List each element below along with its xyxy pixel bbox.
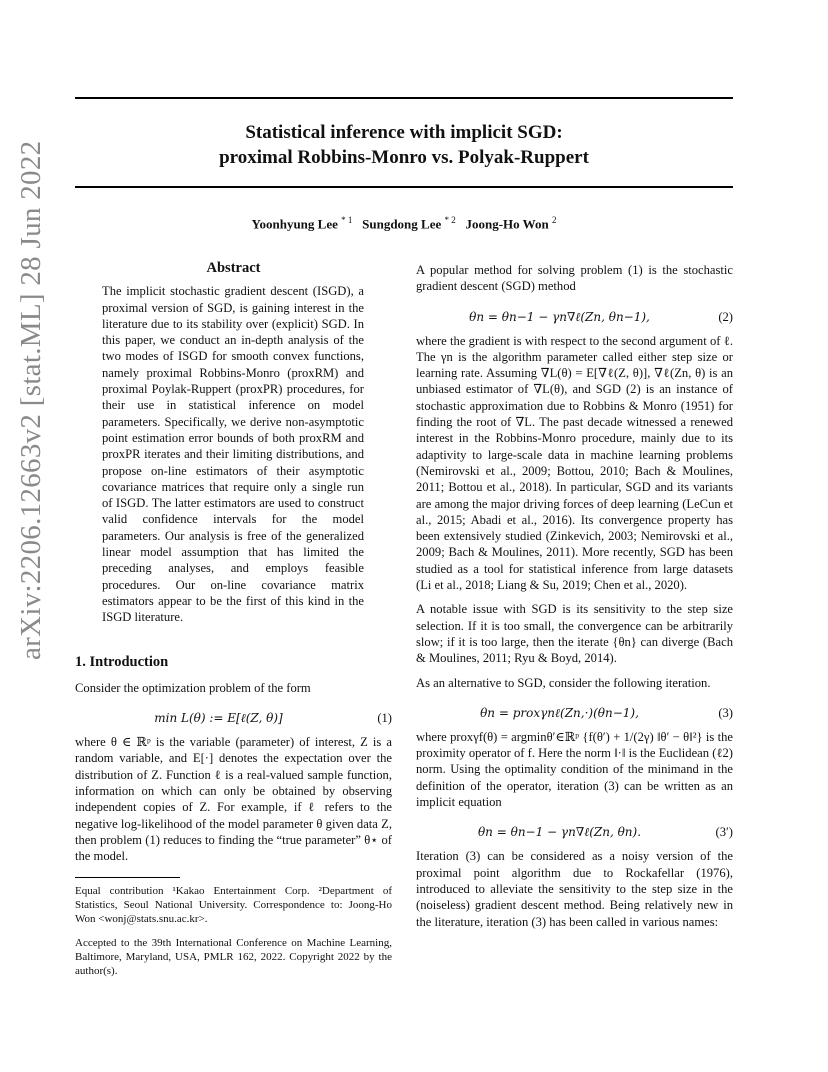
intro-paragraph-2: where θ ∈ ℝᵖ is the variable (parameter) of interest, Z is a random variable, and E[·] denotes the expectation over the distribution of Z. Function ℓ is a real-valued sample function, information on which can only be obtained by observing independent copies of Z. For example, if ℓ refers to the negative log-likelihood of the model parameter θ given data Z, then problem (1) reduces to finding the “true parameter” θ⋆ of the model.	[75, 735, 392, 864]
author-2-mark: * 2	[444, 215, 456, 225]
equation-2	[416, 303, 733, 333]
equation-2-number: (2)	[718, 309, 733, 324]
footnote-rule	[75, 877, 180, 878]
title-line-2: proximal Robbins-Monro vs. Polyak-Ruppert	[219, 147, 589, 168]
arxiv-stamp: arXiv:2206.12663v2 [stat.ML] 28 Jun 2022	[15, 140, 47, 660]
equation-3-prime-body: θn = θn−1 − γn∇ℓ(Zn, θn).	[477, 825, 642, 840]
equation-1	[75, 704, 392, 734]
equation-3-prime	[416, 818, 733, 848]
paper-title	[75, 120, 733, 170]
right-paragraph-4: As an alternative to SGD, consider the following iteration.	[416, 675, 711, 690]
footnote-conference: Accepted to the 39th International Conference on Machine Learning, Baltimore, Maryland, USA, PMLR 162, 2022. Copyright 2022 by the author(s).	[75, 936, 392, 977]
right-paragraph-6: Iteration (3) can be considered as a noisy version of the proximal point algorithm due to Rockafellar (1976), introduced to alleviate the sensitivity to the step size in the (noiseless) gradient descent method. Being relatively new in the literature, iteration (3) has been called in various names:	[416, 849, 733, 929]
right-paragraph-3: A notable issue with SGD is its sensitivity to the step size selection. If it is too small, the convergence can be arbitrarily slow; if it is too large, then the iterate {θn} can diverge (Bach & Moulines, 2011; Ryu & Boyd, 2014).	[416, 602, 733, 666]
equation-3-prime-number: (3′)	[715, 825, 733, 840]
equation-3	[416, 699, 733, 729]
intro-paragraph-1: Consider the optimization problem of the form	[75, 680, 311, 695]
footnote-affiliations: Equal contribution ¹Kakao Entertainment Corp. ²Department of Statistics, Seoul National University. Correspondence to: Joong-Ho Won <wonj@stats.snu.ac.kr>.	[75, 884, 392, 925]
equation-2-body: θn = θn−1 − γn∇ℓ(Zn, θn−1),	[469, 309, 650, 324]
equation-1-number: (1)	[377, 711, 392, 726]
footnotes	[75, 884, 392, 978]
title-rule-top	[75, 97, 733, 99]
section-introduction-heading: 1. Introduction	[75, 653, 169, 670]
equation-3-number: (3)	[718, 705, 733, 720]
title-line-1: Statistical inference with implicit SGD:	[245, 122, 563, 143]
left-column	[75, 260, 392, 988]
author-2: Sungdong Lee	[362, 216, 442, 232]
equation-3-body: θn = proxγnℓ(Zn,·)(θn−1),	[480, 705, 639, 720]
author-1: Yoonhyung Lee	[251, 216, 338, 232]
right-paragraph-2: where the gradient is with respect to the second argument of ℓ. The γn is the algorithm parameter called either step size or learning rate. Assuming ∇L(θ) = E[∇ℓ(Z, θ)], ∇ℓ(Zn, θ) is an unbiased estimator of ∇L(θ), and SGD (2) is an instance of stochastic approximation due to Robbins & Monro (1951) for finding the root of ∇L. The past decade witnessed a renewed interest in the Robbins-Monro procedure, mainly due to its adaptivity to large-scale data in machine learning problems (Nemirovski et al., 2009; Bottou, 2010; Bach & Moulines, 2011; Bottou et al., 2018). In particular, SGD and its variants are among the major driving forces of deep learning (LeCun et al., 2015; Abadi et al., 2016). Its convergence property has been extensively studied (Zinkevich, 2003; Nemirovski et al., 2009; Bach & Moulines, 2011). More recently, SGD has been studied as a tool for statistical inference from large datasets (Li et al., 2018; Liang & Su, 2019; Chen et al., 2020).	[416, 333, 733, 593]
equation-1-body: min L(θ) := E[ℓ(Z, θ)]	[154, 711, 283, 726]
author-list	[75, 215, 733, 232]
author-1-mark: * 1	[341, 215, 353, 225]
right-paragraph-1: A popular method for solving problem (1) is the stochastic gradient descent (SGD) method	[416, 263, 733, 294]
title-rule-bottom	[75, 186, 733, 188]
author-3: Joong-Ho Won	[465, 216, 549, 232]
right-paragraph-5: where proxγf(θ) = argminθ′∈ℝᵖ {f(θ′) + 1/(2γ) ‖θ′ − θ‖²} is the proximity operator of f. Here the norm ‖·‖ is the Euclidean (ℓ2) norm. Using the optimality condition of the minimand in the definition of the operator, iteration (3) can be written as an implicit equation	[416, 729, 733, 810]
abstract-text: The implicit stochastic gradient descent (ISGD), a proximal version of SGD, is gaining interest in the literature due to its stability over (explicit) SGD. In this paper, we conduct an in-depth analysis of the two modes of ISGD for smooth convex functions, namely proximal Robbins-Monro (proxRM) and proximal Poylak-Ruppert (proxPR) procedures, for their use in statistical inference on model parameters. Specifically, we derive non-asymptotic point estimation error bounds of both proxRM and proxPR iterates and their limiting distributions, and propose on-line estimators of their asymptotic covariance matrices that require only a single run of ISGD. The latter estimators are used to construct valid confidence intervals for the model parameters. Our analysis is free of the generalized linear model assumption that has limited the preceding analyses, and employs feasible procedures. Our on-line covariance matrix estimators appear to be the first of this kind in the ISGD literature.	[102, 284, 364, 625]
author-3-mark: 2	[551, 215, 557, 225]
right-column	[416, 262, 733, 938]
abstract-heading: Abstract	[206, 260, 261, 276]
